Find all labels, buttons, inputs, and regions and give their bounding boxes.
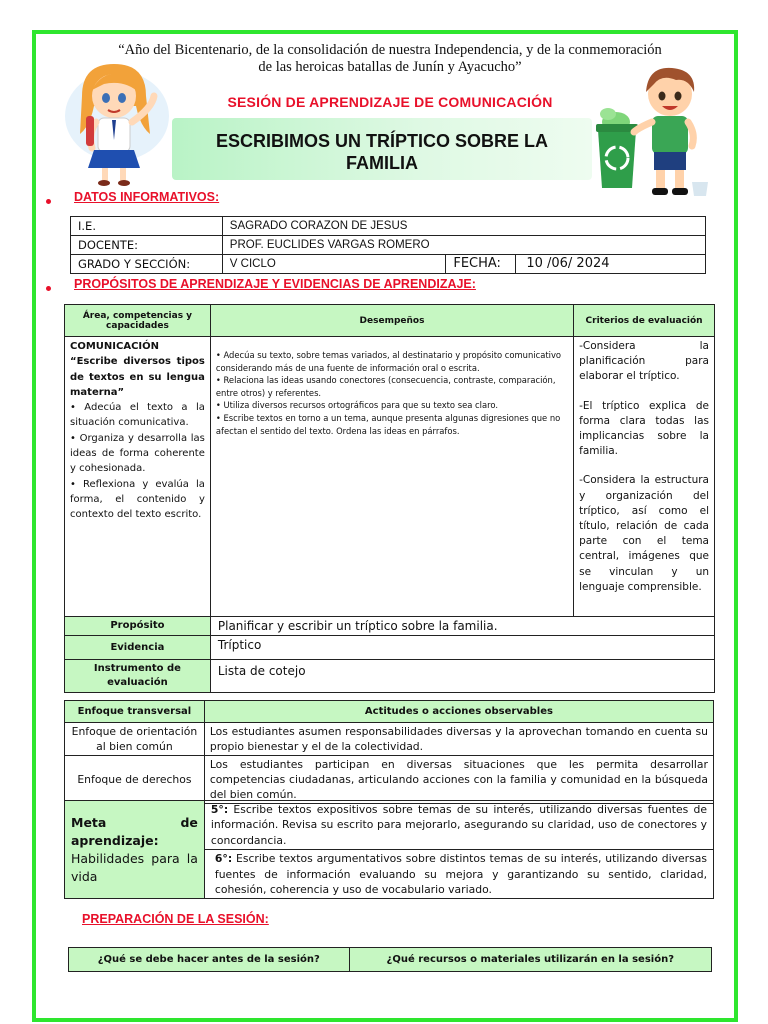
year-quote-line2: de las heroicas batallas de Junín y Ayacucho” (258, 59, 522, 75)
meta-label-sub: Habilidades para la vida (71, 850, 198, 884)
enfoque-name: Enfoque de derechos (65, 756, 205, 804)
table-row (65, 723, 714, 756)
criterios-cell (574, 337, 715, 617)
table-row (65, 337, 715, 617)
col-antes-header: ¿Qué se debe hacer antes de la sesión? (69, 948, 350, 972)
capacidad-item: • Organiza y desarrolla las ideas de forma coherente y cohesionada. (70, 432, 205, 475)
table-row (65, 617, 715, 636)
table-header-row (65, 305, 715, 337)
col-recursos-header: ¿Qué recursos o materiales utilizarán en la sesión? (349, 948, 711, 972)
datos-heading: DATOS INFORMATIVOS: (74, 190, 220, 204)
instrumento-value: Lista de cotejo (210, 660, 714, 693)
criterio-item: -El tríptico explica de forma clara todas las implicancias sobre la familia. (579, 399, 709, 458)
bullet-propositos (46, 286, 51, 291)
table-header-row (65, 701, 714, 723)
capacidad-item: • Reflexiona y evalúa la forma, el contenido y contexto del texto escrito. (70, 478, 205, 521)
table-row (69, 948, 712, 972)
ie-label: I.E. (71, 217, 223, 236)
col-enfoque-header: Enfoque transversal (65, 701, 205, 723)
girl-illustration-icon (62, 56, 172, 188)
criterio-item: -Considera la planificación para elaborar el tríptico. (579, 340, 709, 383)
session-type: SESIÓN DE APRENDIZAJE DE COMUNICACIÓN (227, 94, 553, 110)
bullet-datos (46, 199, 51, 204)
ie-value: SAGRADO CORAZON DE JESUS (222, 217, 705, 236)
desempeno-item: • Utiliza diversos recursos ortográficos para que su texto sea claro. (215, 400, 498, 411)
desempeno-item: • Adecúa su texto, sobre temas variados, al destinatario y propósito comunicativo considerando más de una fuente de información oral o escrita. (215, 350, 562, 373)
col-criterios-header: Criterios de evaluación (574, 305, 715, 337)
datos-table (70, 216, 706, 274)
fecha-label: FECHA: (446, 255, 516, 274)
table-row (71, 236, 706, 255)
docente-label: DOCENTE: (71, 236, 223, 255)
table-row (65, 801, 714, 850)
evidencia-value: Tríptico (210, 636, 714, 660)
page-title-line2: FAMILIA (346, 153, 418, 173)
enfoque-actitud: Los estudiantes asumen responsabilidades diversas y la aprovechan tomando en cuenta su propio bienestar y el de la colectividad. (204, 723, 713, 756)
table-row (71, 217, 706, 236)
table-row (71, 255, 706, 274)
page-title (180, 130, 584, 174)
area-title: COMUNICACIÓN (70, 341, 160, 352)
enfoque-name: Enfoque de orientación al bien común (65, 723, 205, 756)
competencia: “Escribe diversos tipos de textos en su lengua materna” (70, 356, 205, 398)
criterio-item: -Considera la estructura y organización del tríptico, así como el título, relación de cada parte con el tema central, imágenes que se vinculan y un lenguaje comprensible. (579, 474, 709, 593)
grado5-text: Escribe textos expositivos sobre temas de su interés, utilizando diversas fuentes de información. Revisa su escrito para mejorarlo, asegurando su claridad, uso de conectores y concordancia. (210, 803, 707, 847)
desempenos-cell (210, 337, 573, 617)
table-row (65, 636, 715, 660)
desempeno-item: • Relaciona las ideas usando conectores (consecuencia, contraste, comparación, entre otros) y referentes. (215, 375, 556, 398)
meta-table (64, 800, 714, 899)
grado5-prefix: 5°: (210, 803, 229, 816)
meta-grado6 (204, 850, 713, 899)
page-title-line1: ESCRIBIMOS UN TRÍPTICO SOBRE LA (215, 131, 548, 151)
proposito-label: Propósito (65, 617, 211, 636)
fecha-value: 10 /06/ 2024 (516, 255, 706, 274)
propositos-table (64, 304, 715, 693)
preparacion-heading: PREPARACIÓN DE LA SESIÓN: (82, 912, 269, 926)
capacidad-item: • Adecúa el texto a la situación comunicativa. (70, 402, 205, 429)
grado-label: GRADO Y SECCIÓN: (71, 255, 223, 274)
proposito-value: Planificar y escribir un tríptico sobre la familia. (210, 617, 714, 636)
area-cell (65, 337, 211, 617)
col-actitudes-header: Actitudes o acciones observables (204, 701, 713, 723)
preparacion-table (68, 947, 712, 972)
boy-recycling-illustration-icon (592, 62, 722, 202)
docente-value: PROF. EUCLIDES VARGAS ROMERO (222, 236, 705, 255)
meta-label (65, 801, 205, 899)
meta-grado5 (204, 801, 713, 850)
grado-value: V CICLO (222, 255, 446, 274)
grado6-text: Escribe textos argumentativos sobre distintos temas de su interés, utilizando diversas fuentes de información evaluando su mejora y garantizando su sentido, claridad, cohesión, coherencia y uso de vocabulario variado. (214, 852, 707, 897)
enfoques-table (64, 700, 714, 804)
evidencia-label: Evidencia (65, 636, 211, 660)
table-row (65, 660, 715, 693)
year-quote-line1: “Año del Bicentenario, de la consolidación de nuestra Independencia, y de la conmemoración (118, 42, 662, 58)
propositos-heading: PROPÓSITOS DE APRENDIZAJE Y EVIDENCIAS DE APRENDIZAJE: (74, 277, 476, 291)
grado6-prefix: 6°: (214, 852, 233, 866)
meta-label-title: Meta de aprendizaje: (71, 814, 198, 848)
table-row (65, 756, 714, 804)
instrumento-label: Instrumento de evaluación (65, 660, 211, 693)
desempeno-item: • Escribe textos en torno a un tema, aunque presenta algunas digresiones que no afectan el sentido del texto. Ordena las ideas en párrafos. (215, 412, 561, 436)
col-area-header: Área, competencias y capacidades (65, 305, 211, 337)
enfoque-actitud: Los estudiantes participan en diversas situaciones que les permita desarrollar competencias ciudadanas, articulando acciones con la familia y comunidad en la búsqueda del bien común. (204, 756, 713, 804)
col-desempenos-header: Desempeños (210, 305, 573, 337)
